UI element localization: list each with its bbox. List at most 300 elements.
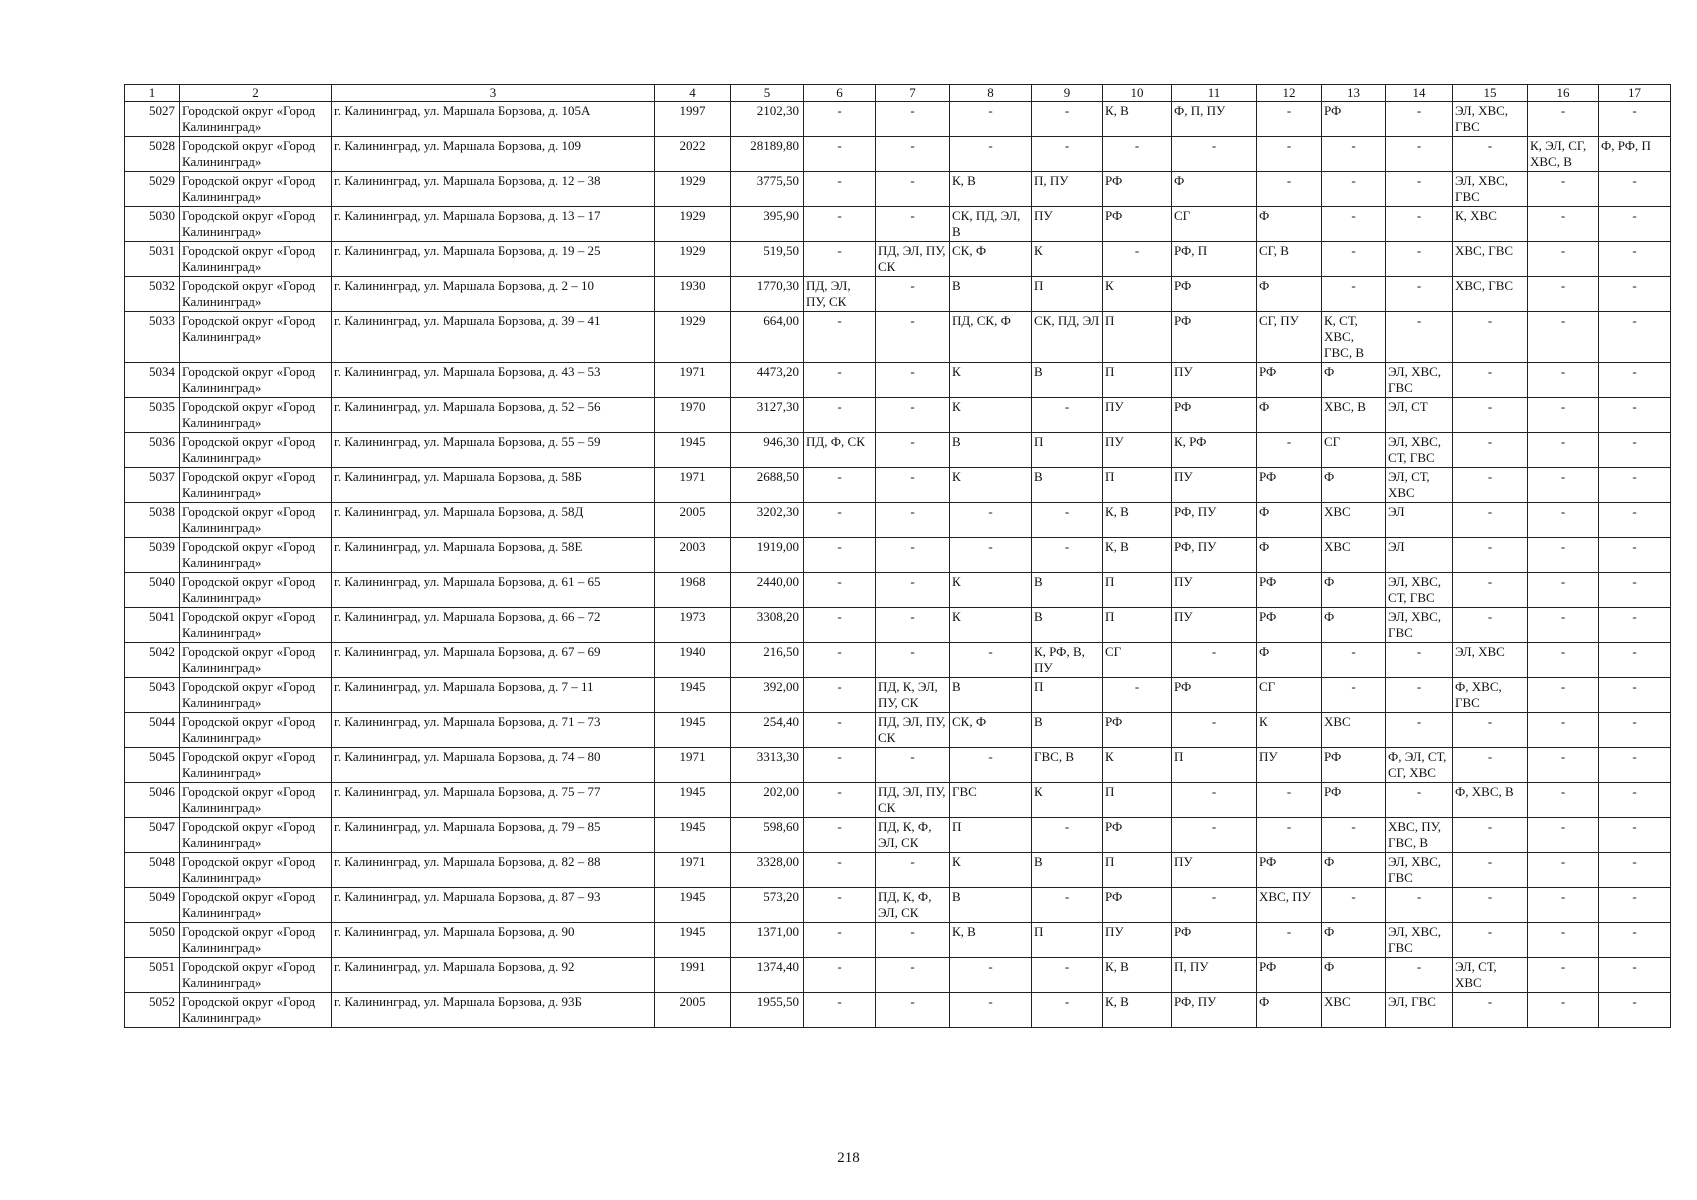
table-cell-col-5: 3202,30 [731, 503, 804, 538]
table-cell-col-7: - [876, 643, 950, 678]
table-cell-col-5: 392,00 [731, 678, 804, 713]
table-cell-col-9: В [1032, 608, 1103, 643]
table-cell-col-7: - [876, 398, 950, 433]
table-cell-col-3: г. Калининград, ул. Маршала Борзова, д. 7 – 11 [332, 678, 655, 713]
table-cell-col-7: - [876, 468, 950, 503]
table-cell-col-5: 28189,80 [731, 137, 804, 172]
column-header-11: 11 [1172, 85, 1257, 102]
table-cell-col-12: СГ, В [1257, 242, 1322, 277]
table-cell-col-15: - [1453, 573, 1528, 608]
table-cell-col-16: - [1528, 713, 1599, 748]
table-cell-col-3: г. Калининград, ул. Маршала Борзова, д. 82 – 88 [332, 853, 655, 888]
table-cell-col-9: - [1032, 137, 1103, 172]
table-cell-col-15: Ф, ХВС, ГВС [1453, 678, 1528, 713]
table-cell-col-17: - [1599, 923, 1671, 958]
table-cell-col-2: Городской округ «Город Калининград» [180, 713, 332, 748]
table-cell-col-17: - [1599, 207, 1671, 242]
table-cell-col-10: П [1103, 468, 1172, 503]
table-cell-col-7: ПД, ЭЛ, ПУ, СК [876, 783, 950, 818]
table-cell-col-12: РФ [1257, 573, 1322, 608]
table-cell-col-1: 5045 [125, 748, 180, 783]
table-cell-col-12: РФ [1257, 468, 1322, 503]
table-cell-col-6: - [804, 678, 876, 713]
table-cell-col-17: - [1599, 678, 1671, 713]
table-cell-col-15: - [1453, 818, 1528, 853]
table-cell-col-9: В [1032, 573, 1103, 608]
table-cell-col-8: К [950, 853, 1032, 888]
table-cell-col-16: - [1528, 573, 1599, 608]
table-body [125, 102, 1671, 1028]
table-cell-col-1: 5046 [125, 783, 180, 818]
table-cell-col-16: - [1528, 923, 1599, 958]
table-cell-col-4: 1945 [655, 923, 731, 958]
table-cell-col-5: 598,60 [731, 818, 804, 853]
table-cell-col-1: 5029 [125, 172, 180, 207]
table-cell-col-13: СГ [1322, 433, 1386, 468]
table-cell-col-14: - [1386, 172, 1453, 207]
table-cell-col-3: г. Калининград, ул. Маршала Борзова, д. 52 – 56 [332, 398, 655, 433]
table-cell-col-5: 664,00 [731, 312, 804, 363]
table-row [125, 468, 1671, 503]
table-cell-col-4: 1929 [655, 207, 731, 242]
table-cell-col-3: г. Калининград, ул. Маршала Борзова, д. 75 – 77 [332, 783, 655, 818]
column-header-17: 17 [1599, 85, 1671, 102]
column-header-8: 8 [950, 85, 1032, 102]
table-cell-col-12: - [1257, 783, 1322, 818]
table-cell-col-13: - [1322, 242, 1386, 277]
table-cell-col-6: - [804, 958, 876, 993]
table-cell-col-7: ПД, ЭЛ, ПУ, СК [876, 713, 950, 748]
table-cell-col-15: - [1453, 538, 1528, 573]
table-cell-col-3: г. Калининград, ул. Маршала Борзова, д. 92 [332, 958, 655, 993]
table-cell-col-11: ПУ [1172, 853, 1257, 888]
table-cell-col-2: Городской округ «Город Калининград» [180, 468, 332, 503]
table-cell-col-10: К [1103, 277, 1172, 312]
table-cell-col-17: - [1599, 503, 1671, 538]
table-cell-col-8: - [950, 102, 1032, 137]
table-cell-col-14: ЭЛ, СТ [1386, 398, 1453, 433]
table-cell-col-9: - [1032, 102, 1103, 137]
table-cell-col-6: - [804, 748, 876, 783]
table-row [125, 277, 1671, 312]
table-cell-col-3: г. Калининград, ул. Маршала Борзова, д. 74 – 80 [332, 748, 655, 783]
table-cell-col-14: ЭЛ, СТ, ХВС [1386, 468, 1453, 503]
table-cell-col-7: - [876, 958, 950, 993]
table-cell-col-11: К, РФ [1172, 433, 1257, 468]
table-cell-col-2: Городской округ «Город Калининград» [180, 643, 332, 678]
table-cell-col-8: СК, Ф [950, 713, 1032, 748]
table-row [125, 923, 1671, 958]
table-cell-col-17: Ф, РФ, П [1599, 137, 1671, 172]
table-cell-col-2: Городской округ «Город Калининград» [180, 678, 332, 713]
table-cell-col-3: г. Калининград, ул. Маршала Борзова, д. 58Д [332, 503, 655, 538]
table-cell-col-11: РФ [1172, 398, 1257, 433]
table-cell-col-13: ХВС [1322, 993, 1386, 1028]
table-cell-col-4: 1997 [655, 102, 731, 137]
table-cell-col-10: К [1103, 748, 1172, 783]
table-row [125, 312, 1671, 363]
table-cell-col-9: В [1032, 713, 1103, 748]
table-cell-col-10: К, В [1103, 538, 1172, 573]
table-cell-col-10: К, В [1103, 503, 1172, 538]
table-cell-col-6: - [804, 137, 876, 172]
table-cell-col-13: Ф [1322, 923, 1386, 958]
table-cell-col-2: Городской округ «Город Калининград» [180, 923, 332, 958]
table-cell-col-4: 1971 [655, 853, 731, 888]
table-cell-col-6: - [804, 102, 876, 137]
table-cell-col-14: - [1386, 643, 1453, 678]
table-cell-col-8: СК, ПД, ЭЛ, В [950, 207, 1032, 242]
table-cell-col-10: ПУ [1103, 923, 1172, 958]
table-cell-col-1: 5034 [125, 363, 180, 398]
table-cell-col-13: Ф [1322, 363, 1386, 398]
table-cell-col-2: Городской округ «Город Калининград» [180, 172, 332, 207]
table-cell-col-10: РФ [1103, 172, 1172, 207]
table-cell-col-1: 5028 [125, 137, 180, 172]
table-cell-col-14: ЭЛ, ХВС, ГВС [1386, 608, 1453, 643]
page-number: 218 [837, 1150, 860, 1166]
table-header [125, 85, 1671, 102]
table-cell-col-11: - [1172, 643, 1257, 678]
table-cell-col-9: П, ПУ [1032, 172, 1103, 207]
table-cell-col-6: - [804, 573, 876, 608]
table-cell-col-16: - [1528, 783, 1599, 818]
table-cell-col-12: ХВС, ПУ [1257, 888, 1322, 923]
table-cell-col-9: - [1032, 398, 1103, 433]
table-cell-col-1: 5052 [125, 993, 180, 1028]
table-cell-col-14: - [1386, 207, 1453, 242]
table-cell-col-12: Ф [1257, 398, 1322, 433]
table-cell-col-13: - [1322, 277, 1386, 312]
table-cell-col-17: - [1599, 888, 1671, 923]
table-cell-col-3: г. Калининград, ул. Маршала Борзова, д. 58Б [332, 468, 655, 503]
table-cell-col-3: г. Калининград, ул. Маршала Борзова, д. 109 [332, 137, 655, 172]
table-cell-col-17: - [1599, 468, 1671, 503]
table-cell-col-11: РФ, ПУ [1172, 993, 1257, 1028]
table-cell-col-1: 5030 [125, 207, 180, 242]
table-cell-col-8: ГВС [950, 783, 1032, 818]
table-cell-col-15: - [1453, 363, 1528, 398]
table-cell-col-17: - [1599, 748, 1671, 783]
table-cell-col-17: - [1599, 398, 1671, 433]
table-cell-col-12: - [1257, 433, 1322, 468]
table-cell-col-3: г. Калининград, ул. Маршала Борзова, д. 87 – 93 [332, 888, 655, 923]
table-cell-col-12: ПУ [1257, 748, 1322, 783]
table-cell-col-2: Городской округ «Город Калининград» [180, 433, 332, 468]
table-cell-col-9: В [1032, 853, 1103, 888]
table-cell-col-2: Городской округ «Город Калининград» [180, 958, 332, 993]
table-cell-col-7: - [876, 102, 950, 137]
table-cell-col-15: - [1453, 853, 1528, 888]
table-cell-col-6: - [804, 643, 876, 678]
table-cell-col-12: РФ [1257, 853, 1322, 888]
table-cell-col-1: 5041 [125, 608, 180, 643]
table-cell-col-3: г. Калининград, ул. Маршала Борзова, д. 71 – 73 [332, 713, 655, 748]
table-cell-col-3: г. Калининград, ул. Маршала Борзова, д. 13 – 17 [332, 207, 655, 242]
table-cell-col-12: - [1257, 818, 1322, 853]
table-cell-col-8: - [950, 137, 1032, 172]
table-cell-col-16: - [1528, 678, 1599, 713]
table-cell-col-10: ПУ [1103, 398, 1172, 433]
table-cell-col-8: К [950, 398, 1032, 433]
table-cell-col-10: П [1103, 853, 1172, 888]
table-cell-col-17: - [1599, 853, 1671, 888]
table-cell-col-16: - [1528, 172, 1599, 207]
table-cell-col-1: 5036 [125, 433, 180, 468]
table-cell-col-9: - [1032, 958, 1103, 993]
table-cell-col-5: 2688,50 [731, 468, 804, 503]
table-row [125, 643, 1671, 678]
table-cell-col-16: - [1528, 993, 1599, 1028]
table-cell-col-4: 1971 [655, 748, 731, 783]
table-cell-col-17: - [1599, 172, 1671, 207]
table-cell-col-11: РФ, ПУ [1172, 503, 1257, 538]
table-cell-col-10: РФ [1103, 888, 1172, 923]
table-cell-col-9: - [1032, 538, 1103, 573]
table-cell-col-6: - [804, 312, 876, 363]
table-cell-col-6: - [804, 363, 876, 398]
table-cell-col-1: 5048 [125, 853, 180, 888]
table-cell-col-2: Городской округ «Город Калининград» [180, 398, 332, 433]
table-cell-col-4: 1945 [655, 713, 731, 748]
table-cell-col-17: - [1599, 958, 1671, 993]
table-cell-col-12: Ф [1257, 503, 1322, 538]
table-cell-col-12: Ф [1257, 993, 1322, 1028]
table-cell-col-15: ХВС, ГВС [1453, 277, 1528, 312]
table-cell-col-7: - [876, 172, 950, 207]
table-cell-col-8: К, В [950, 923, 1032, 958]
table-cell-col-14: ЭЛ, ГВС [1386, 993, 1453, 1028]
table-cell-col-17: - [1599, 433, 1671, 468]
table-cell-col-3: г. Калининград, ул. Маршала Борзова, д. 79 – 85 [332, 818, 655, 853]
table-row [125, 137, 1671, 172]
table-cell-col-12: К [1257, 713, 1322, 748]
table-cell-col-13: - [1322, 137, 1386, 172]
table-cell-col-14: - [1386, 102, 1453, 137]
table-cell-col-14: - [1386, 958, 1453, 993]
table-cell-col-5: 1770,30 [731, 277, 804, 312]
table-cell-col-15: ЭЛ, ХВС, ГВС [1453, 172, 1528, 207]
table-cell-col-16: - [1528, 207, 1599, 242]
table-cell-col-5: 1955,50 [731, 993, 804, 1028]
table-cell-col-12: РФ [1257, 608, 1322, 643]
table-cell-col-15: - [1453, 312, 1528, 363]
table-cell-col-7: - [876, 277, 950, 312]
table-cell-col-9: П [1032, 433, 1103, 468]
table-cell-col-9: - [1032, 888, 1103, 923]
table-cell-col-13: К, СТ, ХВС, ГВС, В [1322, 312, 1386, 363]
table-cell-col-4: 1945 [655, 888, 731, 923]
table-row [125, 363, 1671, 398]
table-cell-col-16: - [1528, 433, 1599, 468]
table-cell-col-10: РФ [1103, 818, 1172, 853]
table-cell-col-2: Городской округ «Город Калининград» [180, 503, 332, 538]
table-cell-col-12: РФ [1257, 958, 1322, 993]
table-cell-col-10: - [1103, 242, 1172, 277]
table-cell-col-6: - [804, 608, 876, 643]
table-cell-col-9: - [1032, 818, 1103, 853]
table-cell-col-11: П, ПУ [1172, 958, 1257, 993]
table-cell-col-17: - [1599, 713, 1671, 748]
column-header-12: 12 [1257, 85, 1322, 102]
column-header-9: 9 [1032, 85, 1103, 102]
column-number-row [125, 85, 1671, 102]
table-cell-col-15: - [1453, 993, 1528, 1028]
table-cell-col-6: - [804, 398, 876, 433]
table-cell-col-5: 3328,00 [731, 853, 804, 888]
table-cell-col-11: РФ, ПУ [1172, 538, 1257, 573]
table-cell-col-15: ХВС, ГВС [1453, 242, 1528, 277]
table-cell-col-10: П [1103, 363, 1172, 398]
table-cell-col-2: Городской округ «Город Калининград» [180, 363, 332, 398]
table-cell-col-14: ЭЛ [1386, 538, 1453, 573]
table-cell-col-2: Городской округ «Город Калининград» [180, 608, 332, 643]
table-cell-col-14: ЭЛ, ХВС, ГВС [1386, 853, 1453, 888]
table-cell-col-2: Городской округ «Город Калининград» [180, 853, 332, 888]
table-cell-col-16: - [1528, 538, 1599, 573]
table-cell-col-10: П [1103, 608, 1172, 643]
table-cell-col-17: - [1599, 608, 1671, 643]
table-cell-col-3: г. Калининград, ул. Маршала Борзова, д. 93Б [332, 993, 655, 1028]
table-cell-col-14: - [1386, 783, 1453, 818]
table-cell-col-6: - [804, 783, 876, 818]
table-cell-col-9: К, РФ, В, ПУ [1032, 643, 1103, 678]
table-cell-col-9: - [1032, 993, 1103, 1028]
table-cell-col-9: К [1032, 783, 1103, 818]
table-cell-col-15: ЭЛ, ХВС, ГВС [1453, 102, 1528, 137]
table-row [125, 433, 1671, 468]
table-cell-col-3: г. Калининград, ул. Маршала Борзова, д. 2 – 10 [332, 277, 655, 312]
table-cell-col-5: 395,90 [731, 207, 804, 242]
table-cell-col-10: РФ [1103, 207, 1172, 242]
table-cell-col-3: г. Калининград, ул. Маршала Борзова, д. 58Е [332, 538, 655, 573]
table-row [125, 888, 1671, 923]
table-cell-col-9: - [1032, 503, 1103, 538]
table-cell-col-11: РФ, П [1172, 242, 1257, 277]
table-cell-col-11: РФ [1172, 678, 1257, 713]
table-cell-col-10: - [1103, 137, 1172, 172]
table-cell-col-4: 2005 [655, 993, 731, 1028]
table-cell-col-3: г. Калининград, ул. Маршала Борзова, д. 12 – 38 [332, 172, 655, 207]
table-cell-col-2: Городской округ «Город Калининград» [180, 748, 332, 783]
table-cell-col-1: 5039 [125, 538, 180, 573]
table-cell-col-14: ЭЛ, ХВС, СТ, ГВС [1386, 573, 1453, 608]
table-cell-col-10: ПУ [1103, 433, 1172, 468]
table-cell-col-11: - [1172, 713, 1257, 748]
table-cell-col-10: К, В [1103, 993, 1172, 1028]
table-cell-col-17: - [1599, 363, 1671, 398]
table-cell-col-1: 5044 [125, 713, 180, 748]
table-cell-col-7: ПД, К, Ф, ЭЛ, СК [876, 888, 950, 923]
table-cell-col-13: Ф [1322, 853, 1386, 888]
table-cell-col-2: Городской округ «Город Калининград» [180, 312, 332, 363]
table-cell-col-14: ЭЛ [1386, 503, 1453, 538]
table-cell-col-11: РФ [1172, 277, 1257, 312]
table-cell-col-1: 5031 [125, 242, 180, 277]
table-cell-col-2: Городской округ «Город Калининград» [180, 993, 332, 1028]
table-cell-col-11: - [1172, 888, 1257, 923]
table-cell-col-13: - [1322, 172, 1386, 207]
table-cell-col-8: В [950, 433, 1032, 468]
table-cell-col-4: 1968 [655, 573, 731, 608]
table-cell-col-2: Городской округ «Город Калининград» [180, 818, 332, 853]
table-cell-col-7: - [876, 993, 950, 1028]
table-cell-col-11: - [1172, 783, 1257, 818]
table-cell-col-14: ЭЛ, ХВС, ГВС [1386, 363, 1453, 398]
housing-register-table [124, 84, 1671, 1028]
table-cell-col-4: 1945 [655, 433, 731, 468]
table-cell-col-11: РФ [1172, 923, 1257, 958]
table-cell-col-6: - [804, 818, 876, 853]
table-cell-col-12: - [1257, 137, 1322, 172]
table-cell-col-8: К [950, 573, 1032, 608]
table-cell-col-14: ХВС, ПУ, ГВС, В [1386, 818, 1453, 853]
table-cell-col-15: - [1453, 398, 1528, 433]
table-cell-col-4: 2022 [655, 137, 731, 172]
table-cell-col-11: ПУ [1172, 573, 1257, 608]
table-cell-col-8: - [950, 538, 1032, 573]
table-cell-col-16: - [1528, 312, 1599, 363]
table-cell-col-12: СГ [1257, 678, 1322, 713]
table-row [125, 608, 1671, 643]
table-cell-col-11: РФ [1172, 312, 1257, 363]
table-cell-col-10: П [1103, 783, 1172, 818]
table-cell-col-16: - [1528, 818, 1599, 853]
table-cell-col-16: - [1528, 503, 1599, 538]
table-row [125, 713, 1671, 748]
table-cell-col-16: - [1528, 102, 1599, 137]
table-cell-col-5: 254,40 [731, 713, 804, 748]
table-cell-col-6: - [804, 993, 876, 1028]
table-cell-col-7: - [876, 853, 950, 888]
table-cell-col-15: ЭЛ, СТ, ХВС [1453, 958, 1528, 993]
table-row [125, 678, 1671, 713]
table-cell-col-6: ПД, ЭЛ, ПУ, СК [804, 277, 876, 312]
table-cell-col-8: В [950, 678, 1032, 713]
table-cell-col-15: - [1453, 748, 1528, 783]
table-cell-col-2: Городской округ «Город Калининград» [180, 277, 332, 312]
table-cell-col-1: 5033 [125, 312, 180, 363]
table-cell-col-4: 1940 [655, 643, 731, 678]
table-cell-col-1: 5047 [125, 818, 180, 853]
table-cell-col-15: - [1453, 503, 1528, 538]
table-cell-col-4: 1929 [655, 312, 731, 363]
table-cell-col-17: - [1599, 102, 1671, 137]
table-cell-col-7: - [876, 503, 950, 538]
table-cell-col-11: Ф [1172, 172, 1257, 207]
table-cell-col-5: 216,50 [731, 643, 804, 678]
table-cell-col-7: - [876, 923, 950, 958]
table-cell-col-4: 1973 [655, 608, 731, 643]
column-header-10: 10 [1103, 85, 1172, 102]
table-cell-col-12: РФ [1257, 363, 1322, 398]
table-cell-col-6: - [804, 853, 876, 888]
table-cell-col-4: 1945 [655, 678, 731, 713]
table-cell-col-6: ПД, Ф, СК [804, 433, 876, 468]
table-cell-col-16: - [1528, 853, 1599, 888]
table-row [125, 242, 1671, 277]
table-cell-col-16: - [1528, 643, 1599, 678]
table-cell-col-8: К, В [950, 172, 1032, 207]
table-cell-col-4: 2003 [655, 538, 731, 573]
column-header-1: 1 [125, 85, 180, 102]
column-header-16: 16 [1528, 85, 1599, 102]
table-cell-col-5: 573,20 [731, 888, 804, 923]
table-cell-col-5: 4473,20 [731, 363, 804, 398]
table-cell-col-1: 5049 [125, 888, 180, 923]
table-cell-col-16: - [1528, 468, 1599, 503]
table-cell-col-6: - [804, 888, 876, 923]
